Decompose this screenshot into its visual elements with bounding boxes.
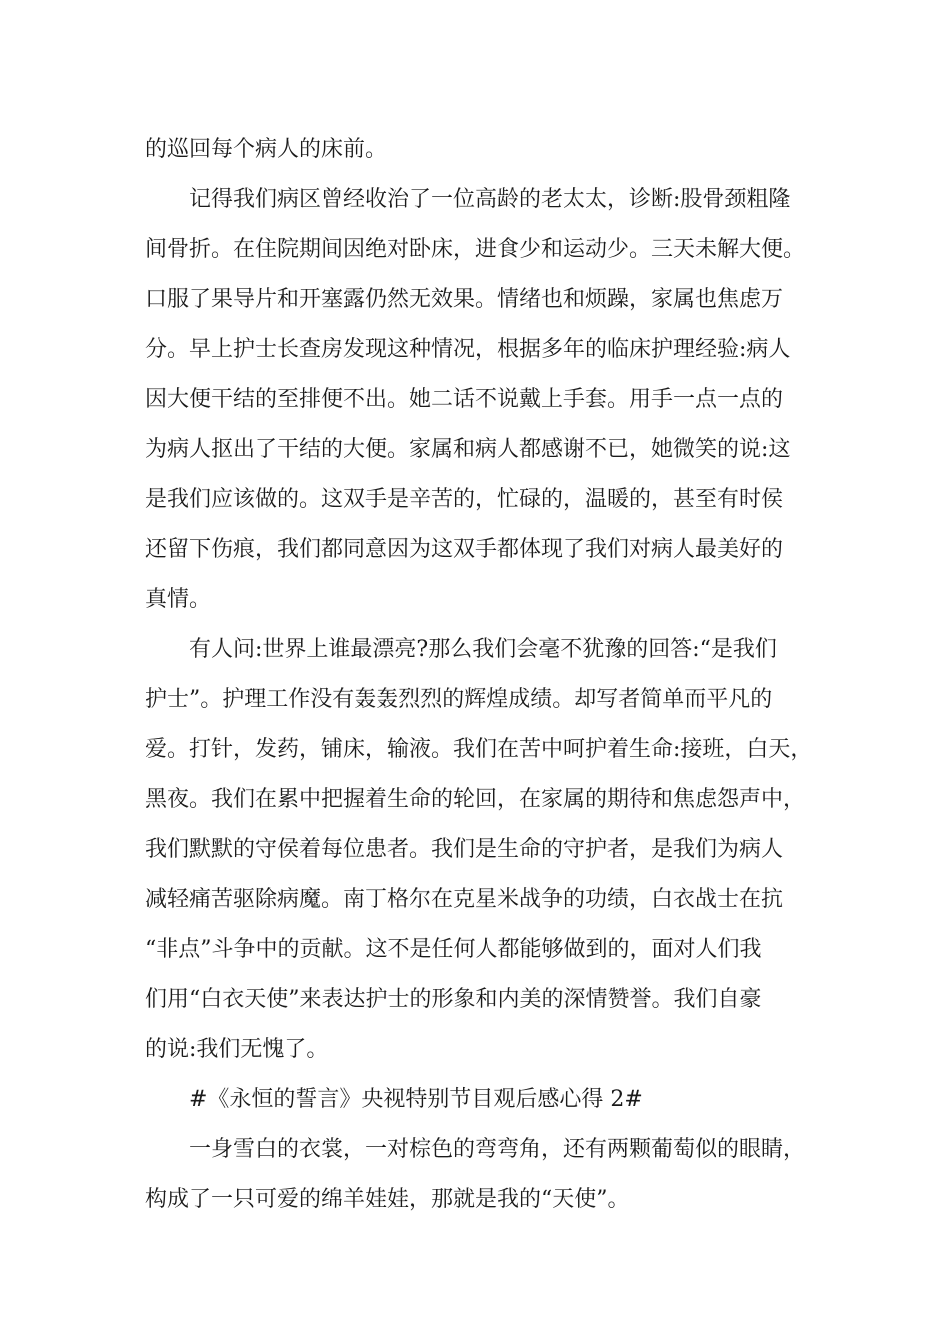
text-line: 爱。打针，发药，铺床，输液。我们在苦中呵护着生命:接班，白天， [145, 737, 813, 762]
text-line: 间骨折。在住院期间因绝对卧床，进食少和运动少。三天未解大便。 [145, 237, 806, 262]
text-line: 们用“白衣天使”来表达护士的形象和内美的深情赞誉。我们自豪 [145, 987, 762, 1012]
text-line: 减轻痛苦驱除病魔。南丁格尔在克星米战争的功绩，白衣战士在抗 [145, 887, 784, 912]
text-line: “非点”斗争中的贡献。这不是任何人都能够做到的，面对人们我 [145, 937, 762, 962]
text-line: 口服了果导片和开塞露仍然无效果。情绪也和烦躁，家属也焦虑万 [145, 287, 784, 312]
paragraph [145, 125, 830, 175]
paragraph [145, 1075, 830, 1125]
text-line: 护士”。护理工作没有轰轰烈烈的辉煌成绩。却写者简单而平凡的 [145, 687, 773, 712]
text-line: 因大便干结的至排便不出。她二话不说戴上手套。用手一点一点的 [145, 387, 784, 412]
text-line: 黑夜。我们在累中把握着生命的轮回，在家属的期待和焦虑怨声中， [145, 787, 806, 812]
text-line: 一身雪白的衣裳，一对棕色的弯弯角，还有两颗葡萄似的眼睛， [189, 1137, 806, 1162]
text-line: 的巡回每个病人的床前。 [145, 137, 388, 162]
text-line: 有人问:世界上谁最漂亮?那么我们会毫不犹豫的回答:“是我们 [189, 637, 777, 662]
paragraph [145, 625, 830, 1075]
text-line: 真情。 [145, 587, 212, 612]
text-line: 我们默默的守侯着每位患者。我们是生命的守护者，是我们为病人 [145, 837, 784, 862]
text-line: 构成了一只可爱的绵羊娃娃，那就是我的“天使”。 [145, 1187, 630, 1212]
paragraph [145, 1125, 830, 1225]
text-line: 分。早上护士长查房发现这种情况，根据多年的临床护理经验:病人 [145, 337, 791, 362]
text-line: 是我们应该做的。这双手是辛苦的，忙碌的，温暖的，甚至有时侯 [145, 487, 784, 512]
text-line: #《永恒的誓言》央视特别节目观后感心得 2# [189, 1087, 643, 1112]
text-line: 记得我们病区曾经收治了一位高龄的老太太，诊断:股骨颈粗隆 [189, 187, 791, 212]
document-body [145, 125, 830, 1225]
text-line: 还留下伤痕，我们都同意因为这双手都体现了我们对病人最美好的 [145, 537, 784, 562]
paragraph [145, 175, 830, 625]
text-line: 为病人抠出了干结的大便。家属和病人都感谢不已，她微笑的说:这 [145, 437, 791, 462]
text-line: 的说:我们无愧了。 [145, 1037, 329, 1062]
